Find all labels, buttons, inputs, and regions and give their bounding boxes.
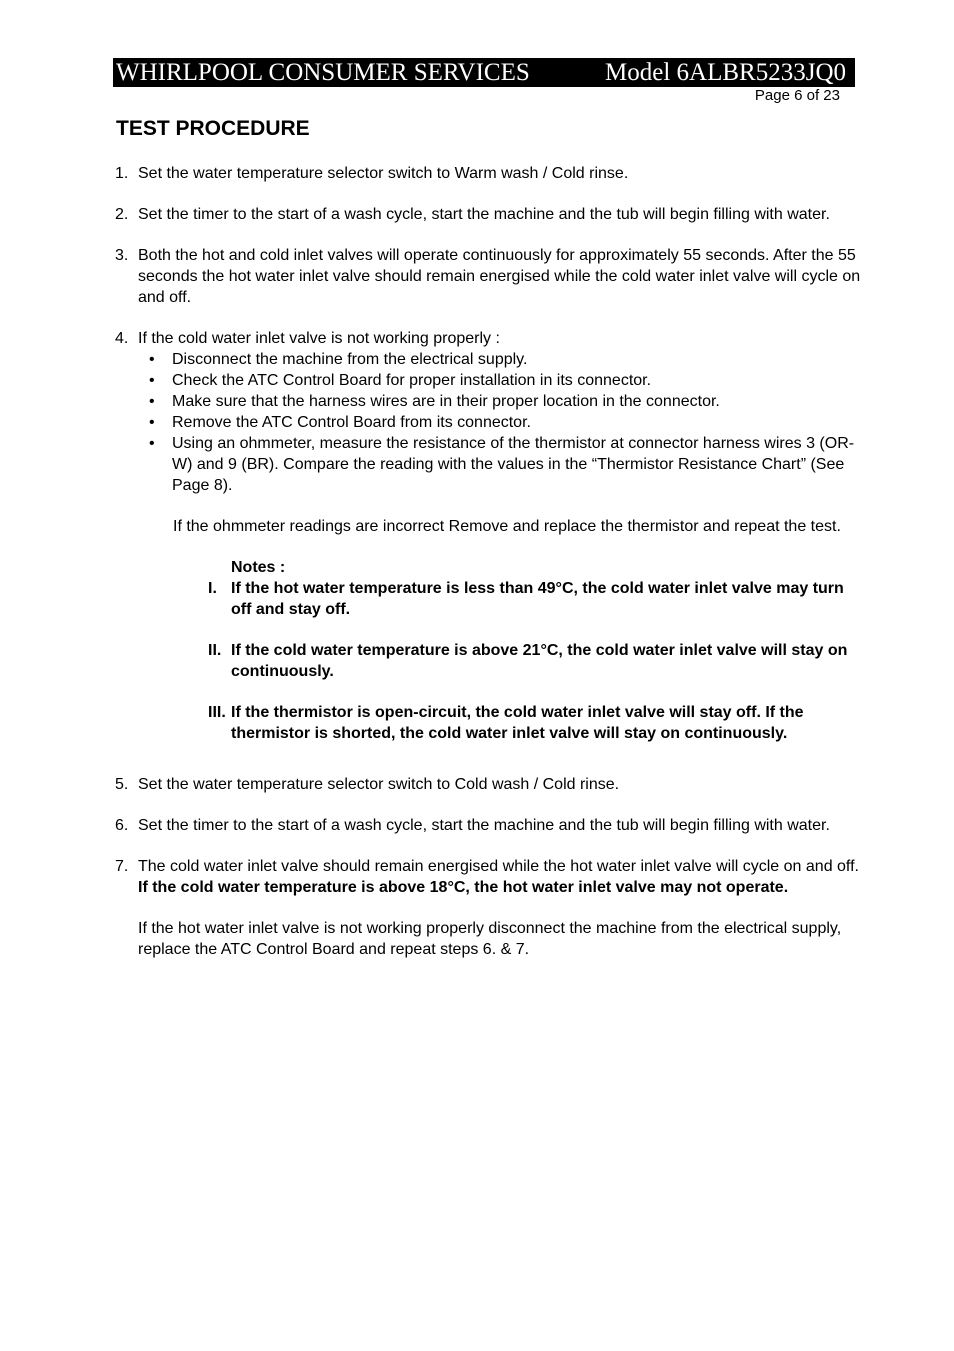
step-text: Set the timer to the start of a wash cycle, start the machine and the tub will begin filling with water.: [138, 817, 830, 834]
notes-heading: Notes :: [231, 559, 286, 576]
step-text: Set the water temperature selector switch to Warm wash / Cold rinse.: [138, 165, 629, 182]
hot-valve-instruction: If the hot water inlet valve is not working properly disconnect the machine from the electrical supply, replace the ATC Control Board and repeat steps 6. & 7.: [138, 920, 842, 958]
note-text: If the hot water temperature is less than 49°C, the cold water inlet valve may turn off and stay off.: [231, 580, 844, 618]
note-text: If the thermistor is open-circuit, the cold water inlet valve will stay off. If the thermistor is shorted, the cold water inlet valve will stay on continuously.: [231, 704, 804, 742]
note-numeral: I.: [208, 580, 217, 597]
list-item: • Check the ATC Control Board for proper installation in its connector.: [149, 372, 652, 389]
note-numeral: II.: [208, 642, 222, 659]
bullet-icon: •: [149, 435, 155, 452]
step-number: 2.: [115, 206, 129, 223]
step-2: [115, 204, 865, 225]
step-number: 1.: [115, 165, 129, 182]
list-item: • Make sure that the harness wires are in their proper location in the connector.: [149, 393, 720, 410]
step-number: 7.: [115, 858, 129, 875]
page-title: TEST PROCEDURE: [116, 117, 310, 140]
bullet-icon: •: [149, 372, 155, 389]
note-item: [208, 702, 865, 744]
procedure-body: [115, 163, 865, 980]
step-5: [115, 774, 865, 795]
step-number: 5.: [115, 776, 129, 793]
bullet-icon: •: [149, 393, 155, 410]
notes-block: [208, 557, 865, 744]
step-number: 3.: [115, 247, 129, 264]
step-text: Set the water temperature selector switch to Cold wash / Cold rinse.: [138, 776, 620, 793]
bullet-icon: •: [149, 351, 155, 368]
company-name: WHIRLPOOL CONSUMER SERVICES: [116, 59, 530, 86]
header-bar: [113, 58, 855, 87]
page-number: Page 6 of 23: [754, 87, 840, 104]
check-list: [149, 349, 865, 496]
step-3: [115, 245, 865, 308]
note-item: [208, 578, 865, 620]
bullet-icon: •: [149, 414, 155, 431]
step-text: If the cold water inlet valve is not working properly :: [138, 330, 500, 347]
step-text: Set the timer to the start of a wash cycle, start the machine and the tub will begin filling with water.: [138, 206, 830, 223]
step-text: The cold water inlet valve should remain energised while the hot water inlet valve will cycle on and off.: [138, 858, 859, 875]
list-item: • Disconnect the machine from the electrical supply.: [149, 351, 528, 368]
step-6: [115, 815, 865, 836]
step-text: Both the hot and cold inlet valves will operate continuously for approximately 55 seconds. After the 55 seconds the hot water inlet valve should remain energised while the cold water inlet valve will cycle on and off.: [138, 247, 861, 306]
list-item: • Using an ohmmeter, measure the resistance of the thermistor at connector harness wires 3 (OR-W) and 9 (BR). Compare the reading with the values in the “Thermistor Resistance Chart” (See Page 8).: [149, 435, 855, 494]
step-1: [115, 163, 865, 184]
step-4: [115, 328, 865, 744]
list-item: • Remove the ATC Control Board from its connector.: [149, 414, 531, 431]
model-number: Model 6ALBR5233JQ0: [605, 59, 846, 86]
note-text: If the cold water temperature is above 21°C, the cold water inlet valve will stay on continuously.: [231, 642, 848, 680]
step-7: [115, 856, 865, 960]
step-number: 4.: [115, 330, 129, 347]
step-warning: If the cold water temperature is above 18°C, the hot water inlet valve may not operate.: [138, 879, 789, 896]
step-number: 6.: [115, 817, 129, 834]
ohmmeter-instruction: If the ohmmeter readings are incorrect Remove and replace the thermistor and repeat the test.: [173, 518, 841, 535]
note-numeral: III.: [208, 704, 226, 721]
note-item: [208, 640, 865, 682]
